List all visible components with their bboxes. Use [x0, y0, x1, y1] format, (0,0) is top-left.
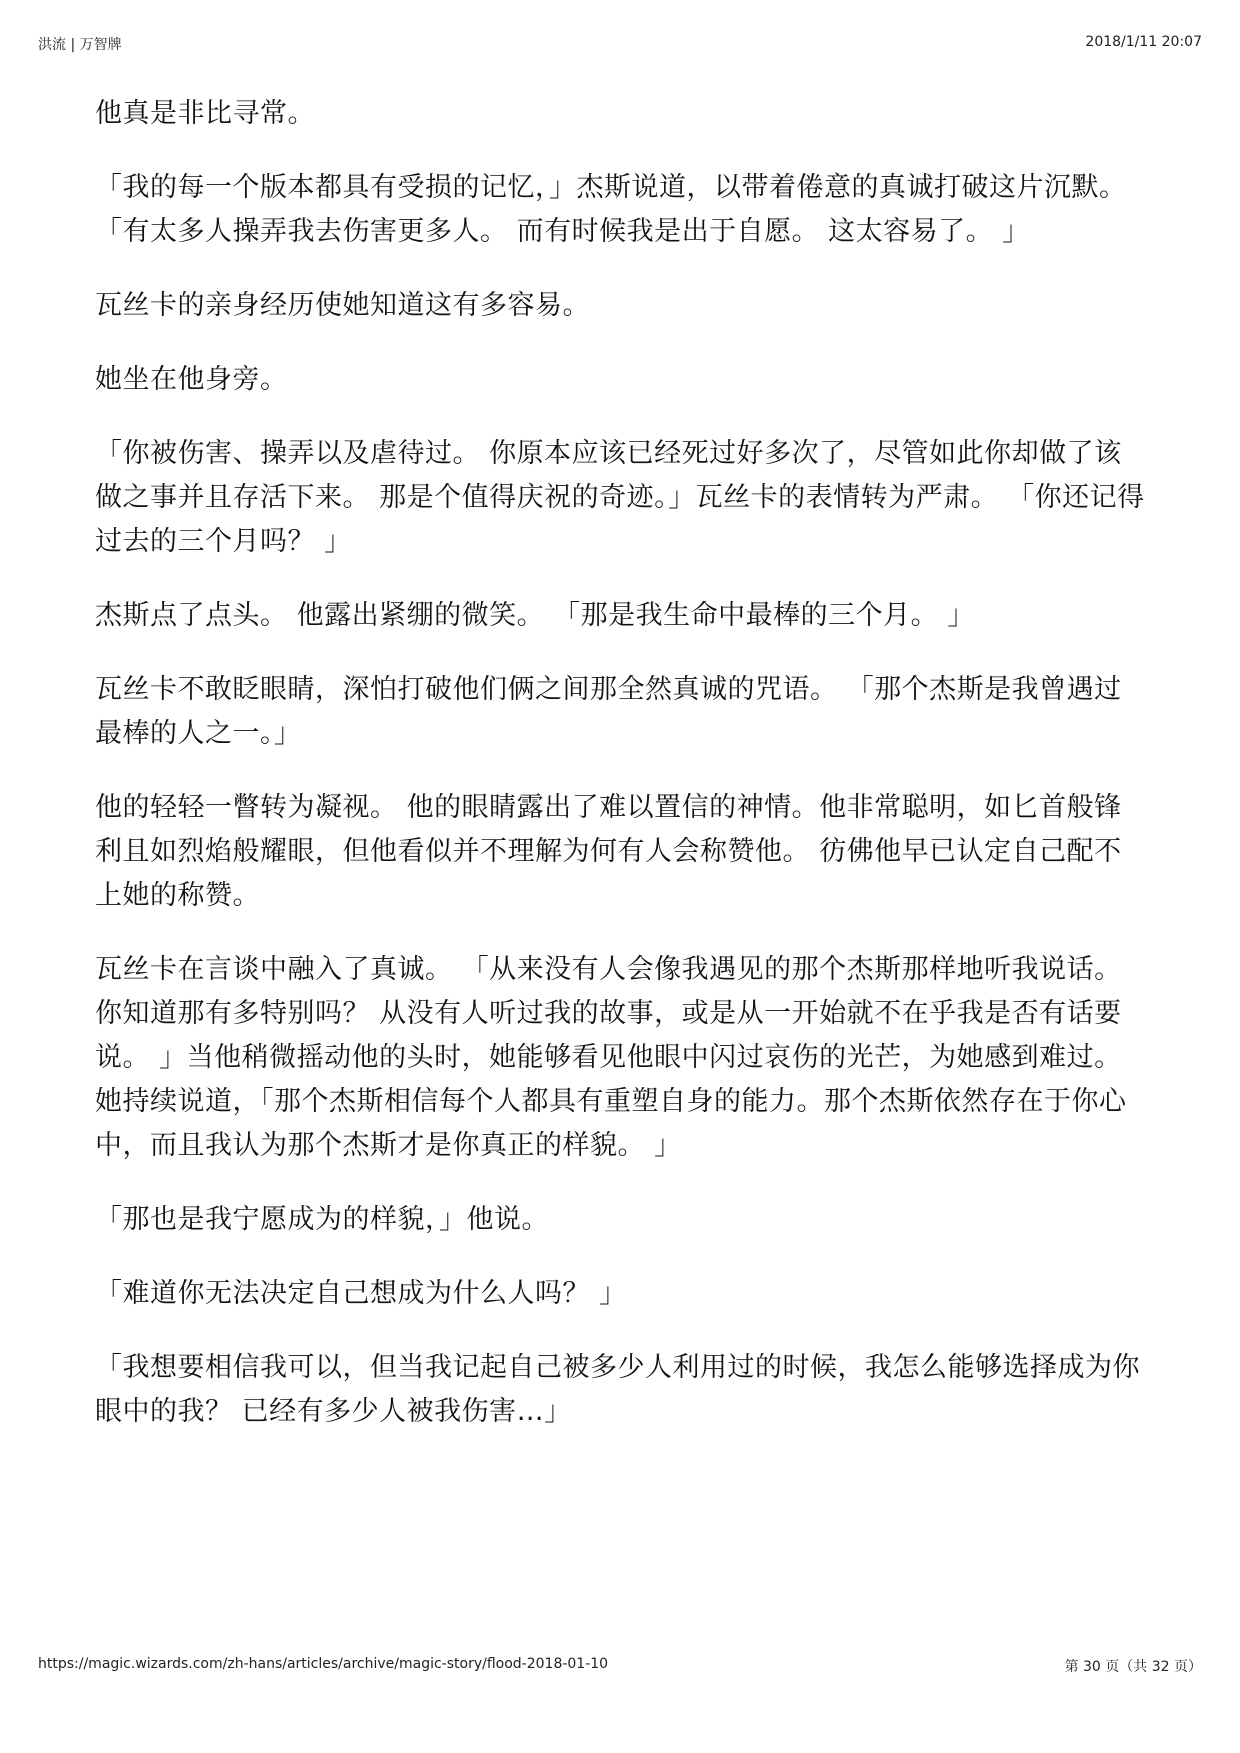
- page-footer: [38, 1656, 1202, 1678]
- paragraph: 她坐在他身旁。: [95, 364, 288, 395]
- article-body: [95, 92, 1145, 1464]
- page-header: [38, 34, 1202, 56]
- print-date: 2018/1/11 20:07: [1085, 34, 1202, 50]
- paragraph: 瓦丝卡不敢眨眼睛，深怕打破他们俩之间那全然真诚的咒语。 「那个杰斯是我曾遇过最棒的人之一。」: [95, 674, 1122, 749]
- source-url: https://magic.wizards.com/zh-hans/articles/archive/magic-story/flood-2018-01-10: [38, 1656, 609, 1672]
- paragraph: 他真是非比寻常。: [95, 98, 315, 129]
- site-title: 洪流 | 万智牌: [38, 37, 122, 53]
- paragraph: 「难道你无法决定自己想成为什么人吗？ 」: [95, 1278, 627, 1309]
- paragraph: 「我的每一个版本都具有受损的记忆，」杰斯说道，以带着倦意的真诚打破这片沉默。 「有太多人操弄我去伤害更多人。 而有时候我是出于自愿。 这太容易了。 」: [95, 172, 1127, 247]
- paragraph: 「我想要相信我可以，但当我记起自己被多少人利用过的时候，我怎么能够选择成为你眼中的我？ 已经有多少人被我伤害…」: [95, 1352, 1140, 1427]
- paragraph: 杰斯点了点头。 他露出紧绷的微笑。 「那是我生命中最棒的三个月。 」: [95, 600, 975, 631]
- paragraph: 他的轻轻一瞥转为凝视。 他的眼睛露出了难以置信的神情。他非常聪明，如匕首般锋利且如烈焰般耀眼，但他看似并不理解为何有人会称赞他。 彷佛他早已认定自己配不上她的称赞。: [95, 792, 1122, 911]
- paragraph: 「你被伤害、操弄以及虐待过。 你原本应该已经死过好多次了，尽管如此你却做了该做之事并且存活下来。 那是个值得庆祝的奇迹。」瓦丝卡的表情转为严肃。 「你还记得过去的三个月吗？ 」: [95, 438, 1145, 557]
- paragraph: 瓦丝卡在言谈中融入了真诚。 「从来没有人会像我遇见的那个杰斯那样地听我说话。你知道那有多特别吗？ 从没有人听过我的故事，或是从一开始就不在乎我是否有话要说。 」当他稍微摇动他的头时，她能够看见他眼中闪过哀伤的光芒，为她感到难过。 她持续说道，「那个杰斯相信每个人都具有重塑自身的能力。那个杰斯依然存在于你心中，而且我认为那个杰斯才是你真正的样貌。 」: [95, 954, 1127, 1161]
- page-number: 第 30 页（共 32 页）: [1064, 1659, 1202, 1675]
- paragraph: 「那也是我宁愿成为的样貌，」他说。: [95, 1204, 549, 1235]
- paragraph: 瓦丝卡的亲身经历使她知道这有多容易。: [95, 290, 590, 321]
